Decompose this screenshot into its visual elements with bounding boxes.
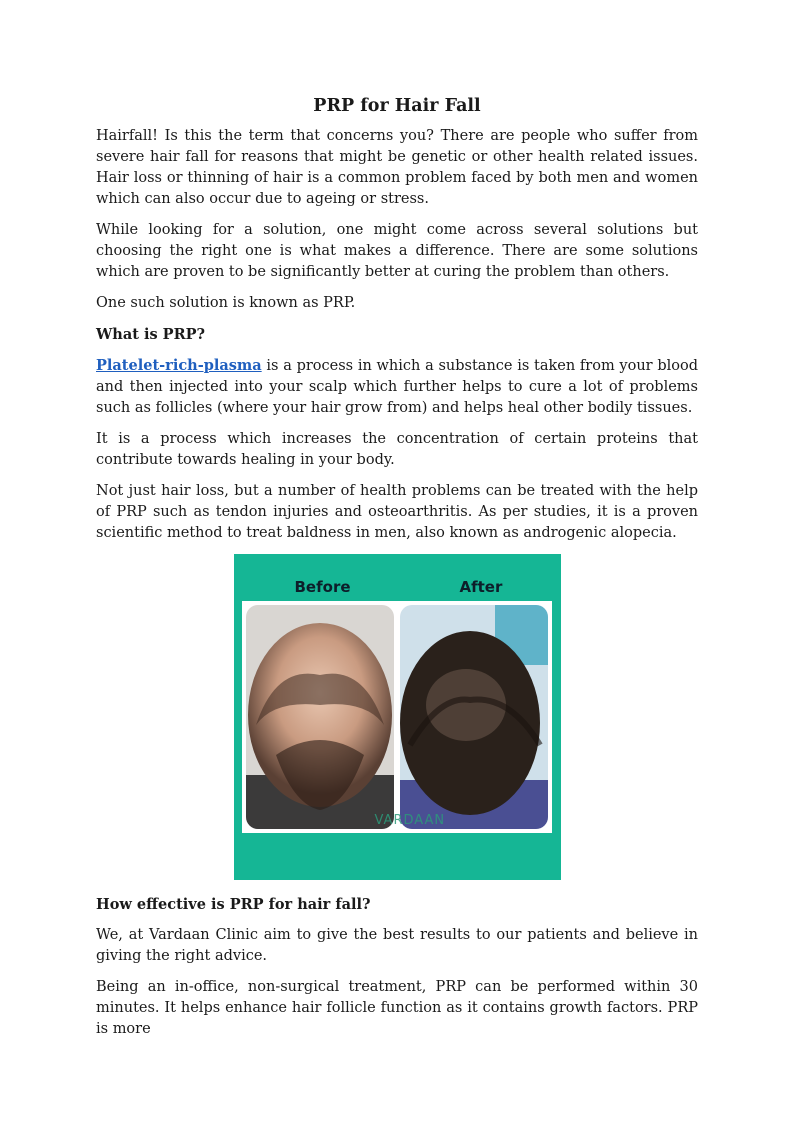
after-photo (400, 605, 548, 829)
intro-paragraph-3: One such solution is known as PRP. (96, 295, 356, 311)
effective-paragraph-1: We, at Vardaan Clinic aim to give the best results to our patients and believe in giving the right advice. (96, 927, 698, 964)
platelet-rich-plasma-link[interactable]: Platelet-rich-plasma (96, 357, 262, 374)
what-paragraph-1 (96, 355, 698, 419)
photo-frame (242, 601, 552, 833)
what-paragraph-1-text: is a process in which a substance is taken from your blood and then injected into your scalp which further helps to cure a lot of problems such as follicles (where your hair grow from) and helps heal other bodily tissues. (96, 358, 698, 416)
before-after-figure (234, 554, 561, 880)
vardaan-watermark: VARDAAN (374, 813, 446, 828)
what-paragraph-2: It is a process which increases the concentration of certain proteins that contribute towards healing in your body. (96, 431, 698, 468)
intro-paragraph-1: Hairfall! Is this the term that concerns you? There are people who suffer from severe hair fall for reasons that might be genetic or other health related issues. Hair loss or thinning of hair is a common problem faced by both men and women which can also occur due to ageing or stress. (96, 128, 698, 207)
what-paragraph-3: Not just hair loss, but a number of health problems can be treated with the help of PRP such as tendon injuries and osteoarthritis. As per studies, it is a proven scientific method to treat baldness in men, also known as androgenic alopecia. (96, 483, 698, 541)
page-title: PRP for Hair Fall (313, 96, 481, 116)
after-label: After (459, 578, 503, 596)
before-photo (246, 605, 394, 829)
before-label: Before (294, 578, 351, 596)
effective-paragraph-2: Being an in-office, non-surgical treatment, PRP can be performed within 30 minutes. It helps enhance hair follicle function as it contains growth factors. PRP is more (96, 979, 698, 1037)
intro-paragraph-2: While looking for a solution, one might come across several solutions but choosing the right one is what makes a difference. There are some solutions which are proven to be significantly better at curing the problem than others. (96, 222, 698, 280)
document-page (96, 94, 698, 1050)
heading-how-effective: How effective is PRP for hair fall? (96, 896, 371, 913)
heading-what-is-prp: What is PRP? (96, 326, 206, 343)
